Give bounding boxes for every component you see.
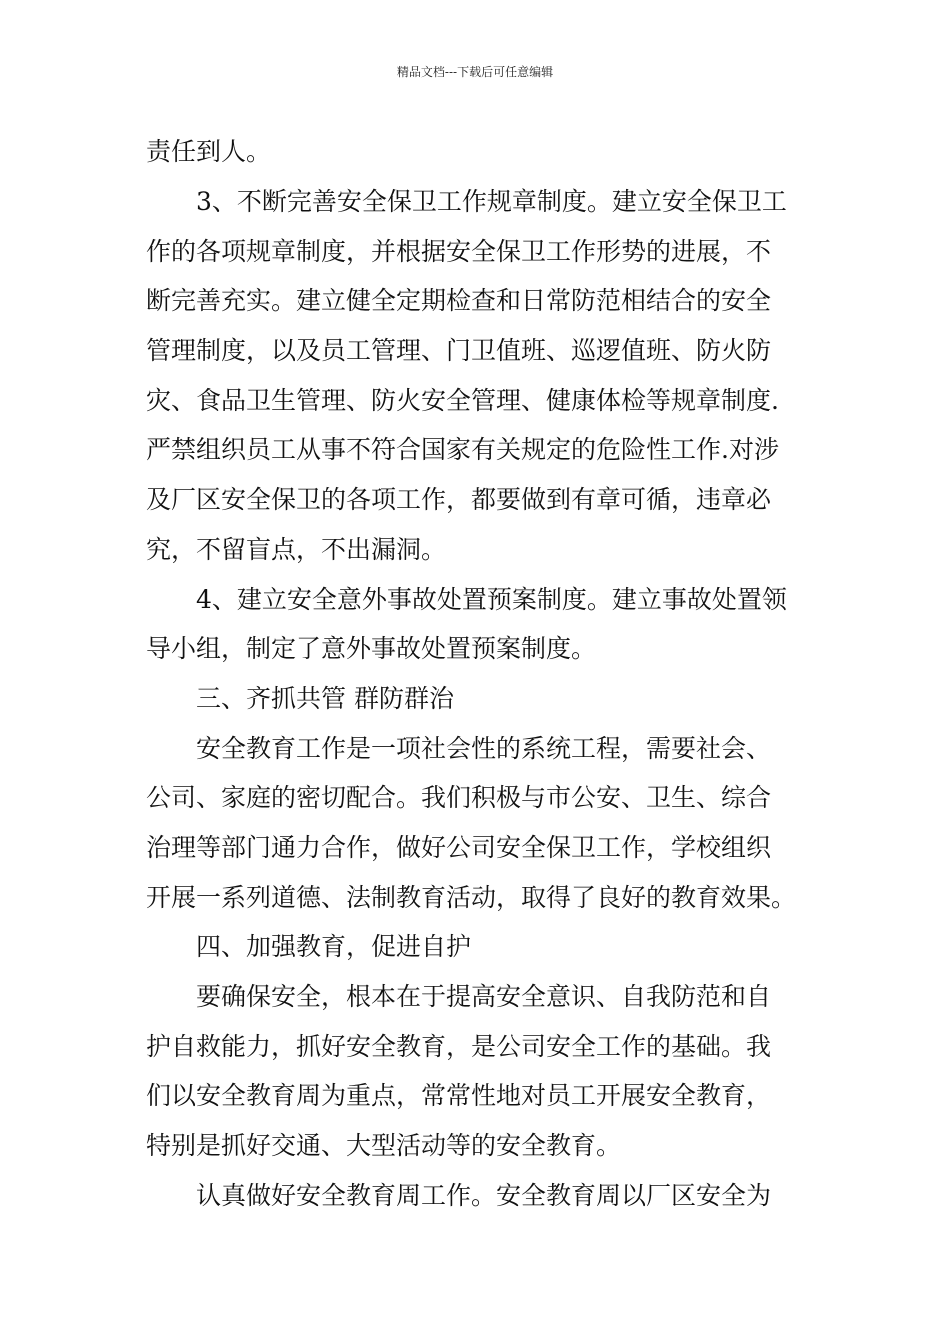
body-line: 特别是抓好交通、大型活动等的安全教育。	[146, 1131, 622, 1160]
body-line: 究，不留盲点，不出漏洞。	[146, 535, 447, 564]
body-line: 灾、食品卫生管理、防火安全管理、健康体检等规章制度.	[146, 386, 779, 415]
body-line: 断完善充实。建立健全定期检查和日常防范相结合的安全	[146, 286, 772, 315]
body-line: 3、不断完善安全保卫工作规章制度。建立安全保卫工	[196, 187, 787, 216]
body-line: 开展一系列道德、法制教育活动，取得了良好的教育效果。	[146, 883, 797, 912]
body-line: 导小组，制定了意外事故处置预案制度。	[146, 634, 597, 663]
body-line: 认真做好安全教育周工作。安全教育周以厂区安全为	[196, 1181, 772, 1210]
body-line: 4、建立安全意外事故处置预案制度。建立事故处置领	[196, 585, 787, 614]
section-heading: 三、齐抓共管 群防群治	[196, 684, 454, 713]
body-line: 们以安全教育周为重点，常常性地对员工开展安全教育，	[146, 1081, 772, 1110]
body-line: 公司、家庭的密切配合。我们积极与市公安、卫生、综合	[146, 783, 772, 812]
body-line: 治理等部门通力合作，做好公司安全保卫工作，学校组织	[146, 833, 772, 862]
body-line: 安全教育工作是一项社会性的系统工程，需要社会、	[196, 734, 772, 763]
body-line: 要确保安全，根本在于提高安全意识、自我防范和自	[196, 982, 772, 1011]
body-line: 及厂区安全保卫的各项工作，都要做到有章可循，违章必	[146, 485, 772, 514]
body-line: 护自救能力，抓好安全教育，是公司安全工作的基础。我	[146, 1032, 772, 1061]
page-header: 精品文档---下载后可任意编辑	[396, 65, 554, 79]
body-line: 作的各项规章制度，并根据安全保卫工作形势的进展，不	[146, 237, 772, 266]
body-line: 管理制度，以及员工管理、门卫值班、巡逻值班、防火防	[146, 336, 772, 365]
body-line: 责任到人。	[146, 137, 272, 166]
body-line: 严禁组织员工从事不符合国家有关规定的危险性工作.对涉	[146, 435, 779, 464]
section-heading: 四、加强教育，促进自护	[196, 932, 472, 961]
